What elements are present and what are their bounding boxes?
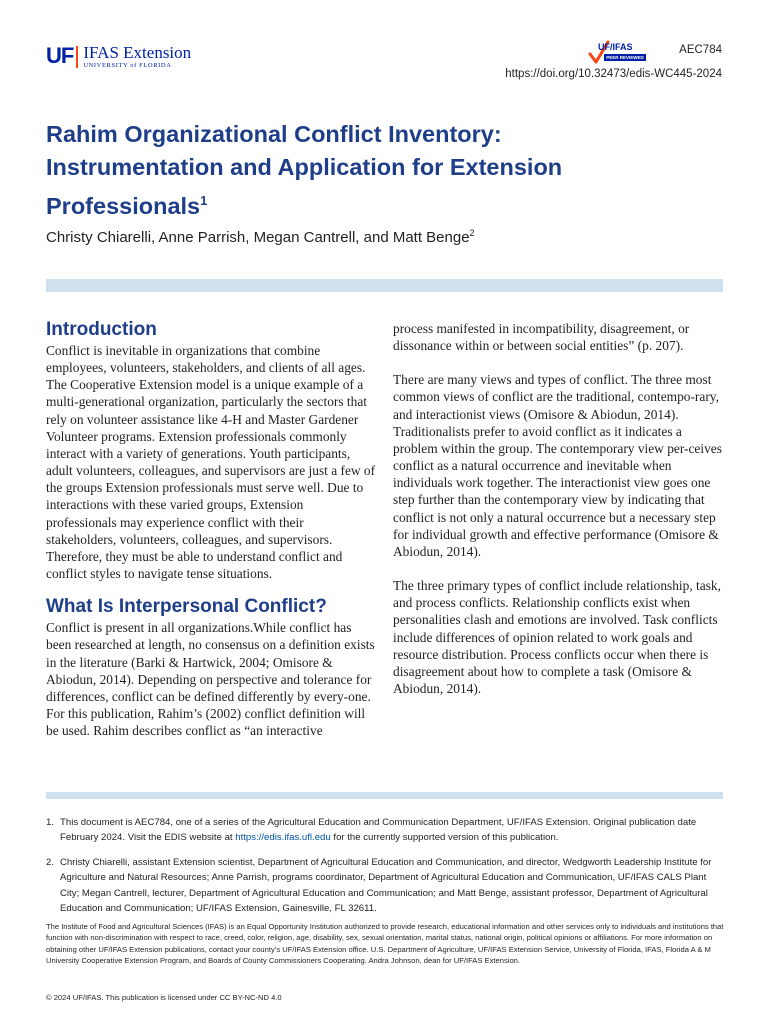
left-column [46,318,376,739]
interpersonal-conflict-paragraph: Conflict is present in all organizations.While conflict has been researched at length, no consensus on a definition exists in the literature (Barki & Hartwick, 2004; Omisore & Abiodun, 2014). Depending on perspective and tolerance for differences, conflict can be defined differently by every-one. For this publication, Rahim’s (2002) conflict definition will be used. Rahim describes conflict as “an interactive [46,620,375,739]
right-column [393,318,723,697]
logo-university-text: UNIVERSITY of FLORIDA [83,62,172,69]
footnote-text [60,815,723,846]
views-of-conflict-paragraph: There are many views and types of conflict. The three most common views of conflict are the traditional, contempo-rary, and interactionist views (Omisore & Abiodun, 2014). Traditionalists prefer to avoid conflict as it indicates a problem within the group. The contemporary view per-ceives conflict as a natural occurrence and inevitable when individuals work together. The interactionist view goes one step further than the contemporary view by indicating that conflict is not only a natural occurrence but a necessary step for individual growth and effective performance (Omisore & Abiodun, 2014). [393,372,722,559]
page-title [46,118,726,223]
authors-text: Christy Chiarelli, Anne Parrish, Megan Cantrell, and Matt Benge [46,229,470,246]
author-list [46,228,475,246]
badge-bottom-text: PEER REVIEWED [604,54,646,61]
footnote-text-before: This document is AEC784, one of a series of the Agricultural Education and Communication Department, UF/IFAS Extension. Original publication date February 2024. Visit the EDIS website at [60,817,697,844]
footnote-text: Christy Chiarelli, assistant Extension scientist, Department of Agricultural Education and Communication, and director, Wedgworth Leadership Institute for Agriculture and Natural Resources; Anne Parrish, programs coordinator, Department of Agricultural Education and Communication, UF/IFAS CALS Plant City; Megan Cantrell, lecturer, Department of Agricultural Education and Communication; and Matt Benge, assistant professor, Department of Agricultural Education and Communication; UF/IFAS Extension, Gainesville, FL 32611. [60,856,712,915]
interpersonal-conflict-heading: What Is Interpersonal Conflict? [46,596,327,618]
badge-top-text: UF/IFAS [598,42,633,52]
footnote-number: 2. [46,856,55,868]
introduction-heading: Introduction [46,319,157,340]
title-line-2: Instrumentation and Application for Extension [46,154,563,180]
document-number: AEC784 [679,44,722,56]
page-header [46,44,722,84]
title-line-3: Professionals [46,192,201,219]
footnotes [46,815,723,916]
logo-wordmark [83,44,191,70]
peer-reviewed-badge [588,40,648,66]
logo-uf-mark: UF [46,43,74,68]
footnote-2 [46,855,723,917]
footnote-number: 1. [46,817,55,828]
license-notice: © 2024 UF/IFAS. This publication is licensed under CC BY-NC-ND 4.0 [46,993,282,1002]
header-divider-band [46,279,723,292]
footnote-divider-band [46,792,723,799]
authors-footnote-mark[interactable]: 2 [469,228,475,238]
footnote-text-after: for the currently supported version of this publication. [330,832,559,844]
logo-divider [76,46,78,68]
edis-website-link[interactable]: https://edis.ifas.ufl.edu [235,832,331,844]
uf-ifas-extension-logo[interactable] [46,44,191,70]
definition-continuation-paragraph: process manifested in incompatibility, disagreement, or dissonance within or between social entities” (p. 207). [393,321,690,354]
types-of-conflict-paragraph: The three primary types of conflict include relationship, task, and process conflicts. Relationship conflicts exist when personalities clash and emotions are involved. Task conflicts include differences of opinion related to work goals and resource distribution. Process conflicts occur when there is disagreement about how to complete a task (Omisore & Abiodun, 2014). [393,578,721,696]
logo-ifas-text: IFAS Extension [83,43,192,62]
footnote-1 [46,815,723,846]
introduction-paragraph: Conflict is inevitable in organizations that combine employees, volunteers, stakeholders, and clients of all ages. The Cooperative Extension model is a unique example of a multi-generational organization, particularly the sectors that rely on volunteer assistance like 4-H and Master Gardener Volunteer programs. Extension professionals commonly interact with a variety of generations. Youth participants, adult volunteers, colleagues, and supervisors are just a few of the groups Extension professionals must serve well. Due to interactions with these varied groups, Extension professionals may experience conflict with their stakeholders, volunteers, colleagues, and supervisors. Therefore, they must be able to understand conflict and conflict styles to navigate tense situations. [46,343,376,582]
doi-link[interactable]: https://doi.org/10.32473/edis-WC445-2024 [505,68,722,80]
title-footnote-mark[interactable]: 1 [200,193,208,208]
legal-disclaimer: The Institute of Food and Agricultural Sciences (IFAS) is an Equal Opportunity Institution authorized to provide research, educational information and other services only to individuals and institutions that function with non-discrimination with respect to race, creed, color, religion, age, disability, sex, sexual orientation, marital status, national origin, political opinions or affiliations. For more information on obtaining other UF/IFAS Extension publications, contact your county’s UF/IFAS Extension office. U.S. Department of Agriculture, UF/IFAS Extension Service, University of Florida, IFAS, Florida A & M University Cooperative Extension Program, and Boards of County Commissioners Cooperating. Andra Johnson, dean for UF/IFAS Extension. [46,922,724,966]
title-line-1: Rahim Organizational Conflict Inventory: [46,121,502,147]
